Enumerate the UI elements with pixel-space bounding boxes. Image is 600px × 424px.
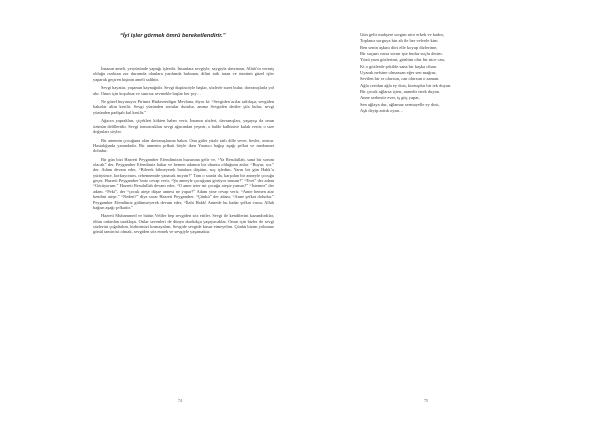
page-number-right: 75 bbox=[424, 398, 428, 403]
poem-line: Gün gelir mahşere sorgun nice erkek ve kadın, bbox=[360, 32, 444, 37]
paragraph: Hazreti Muhammed ve bütün Veliler hep sevgiden söz ettiler. Sevgi ile kendilerini kazandırdılar, ölüm onlardan uzaklaştı. Onlar sevenleri de dünya durdukça yaşayacaklar. Onun için bizler de sevgi sözlerini çoğaltalım, birbirimizi kırmayalım. Sevgide sevgide kusur etmeyelim. Çünkü bizim yolumuz gönül tamircisi olmak, sevgiden söz etmek ve sevgiyle yaşamaktır. bbox=[93, 213, 274, 235]
paragraph: Sevgi hayattır, yaşamın kaynağıdır. Sevgi duşüncöyle başlar, sözlerle suret bulur, davranışlarla yol alır. Onun için koşulsuz ve sınırsız sevmekle başlar her şey… bbox=[93, 85, 274, 96]
paragraph: Bir gün bizi Hazreti Peygamber Efendimizin huzuruna gelir ve, “Ya Resulullah, sana bir sorum olacak” der. Peygamber Efendimiz bakar ve hemen adamın bir okuntu olduğunu anlar. “Buyur, sor.” der. Adam devam eder, “Bilerek bilmeyerek hatalara düştüm, suç işledim. Yarın bir gün Hakk’a yürüyünce, korkuyorum, cehennemde yanacak mıyım?” Tam o sırada da, karşıdan bir anneyle çocuğu geçer. Hazreti Peygamber’imiz cevap verir, “Şu anneyle çocuğunu görüyor musun?” “Evet” der adam “Görüyorum.” Hazreti Resulullah devam eder, “O anne izter mi çocuğu ateşte yansın?” “İstemez” der adam. “Peki”, der “çocuk ateşe düşse annesi ne yapar?” Adam yine cevap verir, “Anne hemen atar kendini ateşe.” “Neden?” diye sorar Hazreti Peygamber. “Çünkü” der adam, “Anne şefkat doludur.” Peygamber Efendimiz gülümseyerek devam eder, “İlahi Hakk! Annede bu kadar şefkat varsa, Allah bağısn aşağı şefkattir.” bbox=[93, 156, 274, 210]
paragraph: Bir annenin çocuğuna olan davranışlarına bakın. Onu güler yüzle tatlı dille sever, besler, avutur. Hastalığında yanındadır. Bir annenin şefkati böyle iken Yaratıcı bağışı aşağı şefkat ve merhamet doludur. bbox=[93, 137, 274, 154]
poem bbox=[360, 32, 500, 114]
poem-line: Sen ağlaya dur, ağlamaz sermayelle ey dost, bbox=[360, 101, 440, 107]
poem-line: Ağla ceridan ağla ey dost, kurtuşdur bir tek duyan. bbox=[360, 82, 452, 88]
paragraph: Ne güzel buyuruyor Pirimiz Hüdavendigar Mevlana, diyor ki: “Sevgiden acılar tatlılaşır, sevgiden bakırlar altın kesilir. Sevgi yüzünden tortular durulur, ammz Sevgiden dertler şifa bulur, sevgi yüzünden padişah kul kesilir.” bbox=[93, 99, 274, 115]
poem-line: Toplanır sorguya bin ah ile her velvele kim. bbox=[360, 38, 439, 44]
poem-line: Ben senin aşkını dört elle koyup dizlerime, bbox=[360, 44, 438, 50]
body-text bbox=[93, 66, 274, 238]
page-number-left: 74 bbox=[178, 398, 182, 403]
poem-line: Anne serbestir ever, iş güç yapar, bbox=[360, 95, 420, 101]
poem-line: Bir suçum varsa sorun işte budur suçlu derim. bbox=[360, 51, 443, 57]
poem-line: Bir çocuk ağlarsa içten, annedir istek duyan. bbox=[360, 89, 440, 95]
chapter-quote: “İyi işler görmek ömrü bereketlendirir.” bbox=[120, 33, 226, 39]
poem-line: Uyarak nefsine olmazsan eğer sen mağrur, bbox=[360, 70, 437, 76]
paragraph: İnsanın ameli, yeryüzünde yaptığı işlerdir. İnsanlara sevgiyle, saygıyla davranan, Allah’ın vermiş olduğu rızıktan zor durumda olanlara yardımda bulunan, dilini tatlı tutan ve ömrünü güzel işler yaparak geçiren kişinin ameli salihtir. bbox=[93, 66, 274, 82]
poem-line: Yüzü yum gözlerimi, gönlüm olur bir nice can, bbox=[360, 57, 445, 63]
poem-line: Ki o gözlerde şekilde sana bir başka cihan. bbox=[360, 63, 437, 69]
poem-line: Sevilen bir er olursun, can olursun o zaman. bbox=[360, 76, 440, 82]
poem-line: Aşk deyip arttık oyan… bbox=[360, 108, 404, 114]
paragraph: Ağacın yaprakları, çiçekleri kökten haber verir. İnsanın sözleri, davranışları, yaşayışı da onun özünün delilleridir. Sevgi tomurcukları sevgi ağacından yeşerir, o halde kalbinive kulak verin; o size doğruları söyler. bbox=[93, 118, 274, 134]
